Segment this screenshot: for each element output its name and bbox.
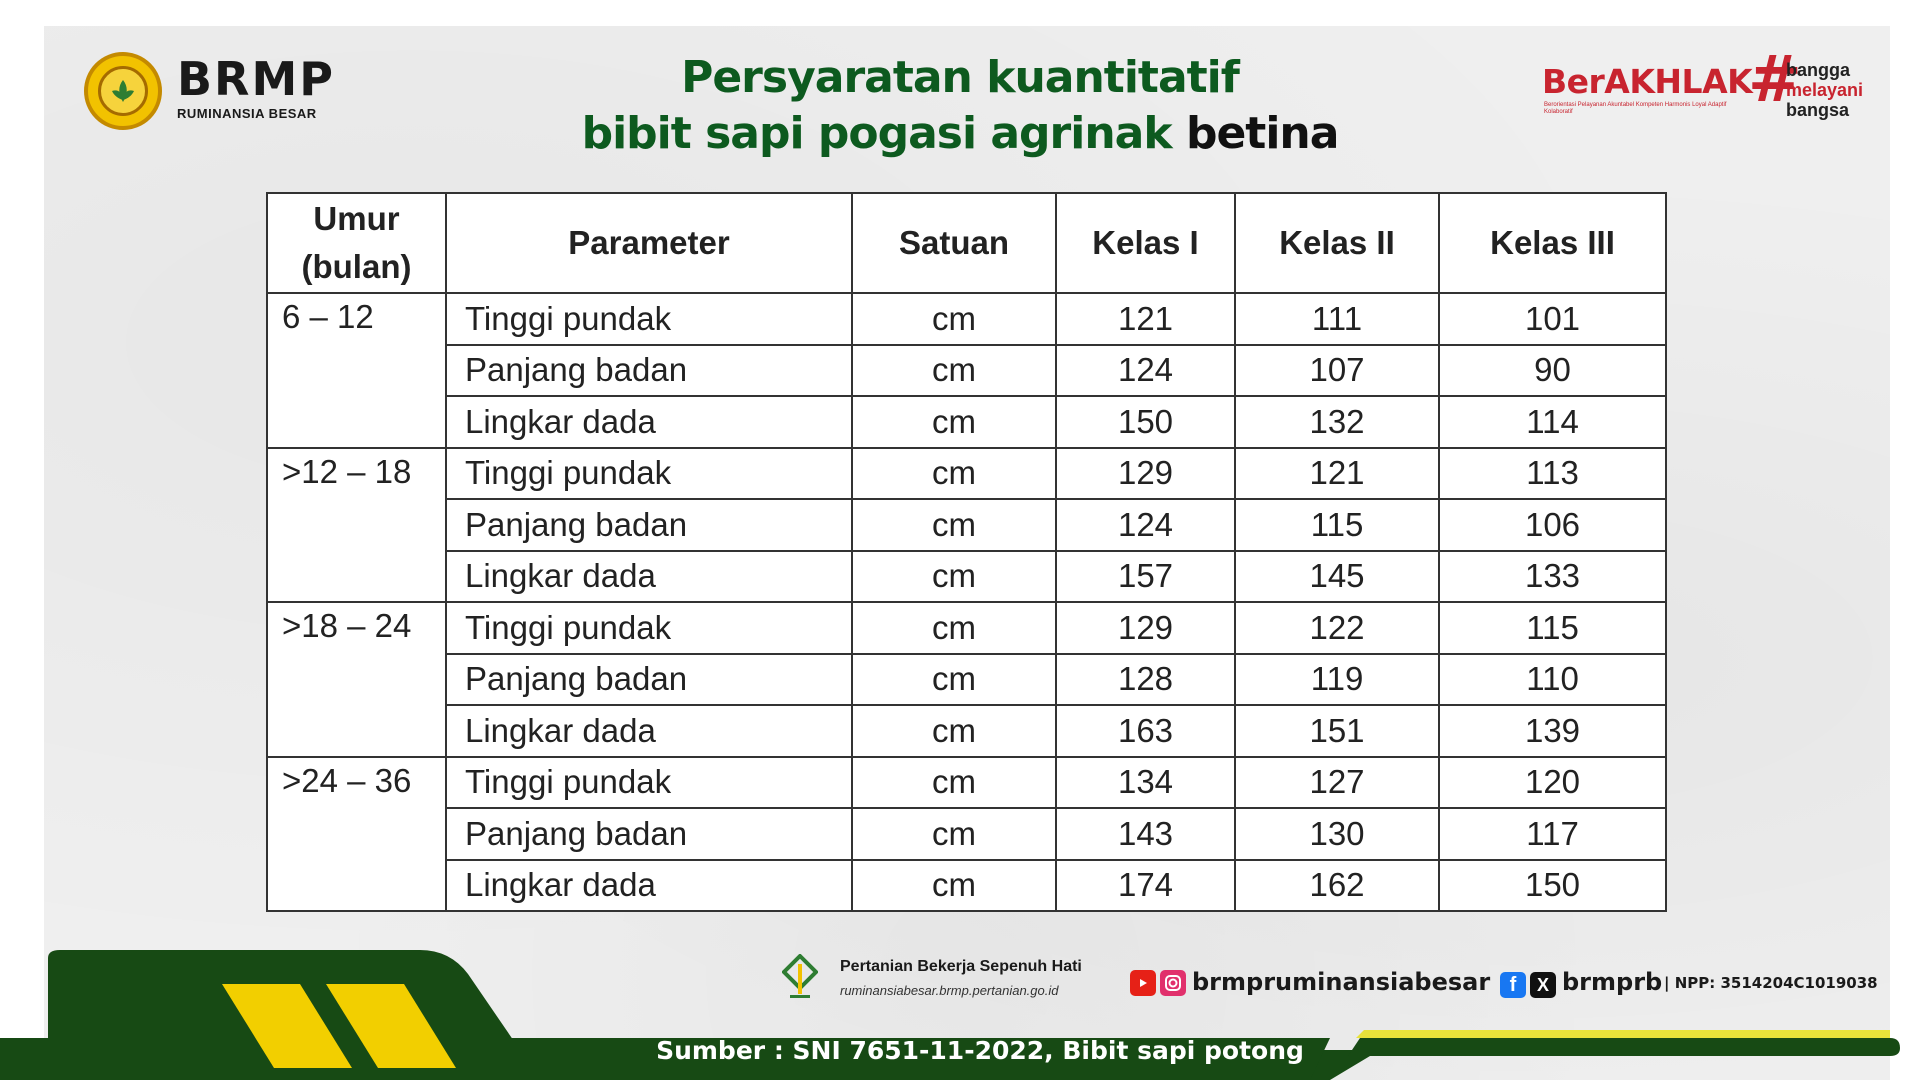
kelas-1-cell: 129	[1056, 602, 1235, 654]
table-row	[267, 396, 1666, 448]
unit-cell: cm	[852, 345, 1056, 397]
age-cell: >12 – 18	[267, 448, 446, 603]
header-umur: Umur (bulan)	[267, 193, 446, 293]
brand-subtitle: RUMINANSIA BESAR	[177, 106, 317, 121]
parameter-cell: Tinggi pundak	[446, 757, 852, 809]
unit-cell: cm	[852, 705, 1056, 757]
npp-number: | NPP: 3514204C1019038	[1664, 974, 1878, 992]
table-row	[267, 860, 1666, 912]
kelas-3-cell: 120	[1439, 757, 1666, 809]
header-satuan: Satuan	[852, 193, 1056, 293]
kelas-2-cell: 130	[1235, 808, 1439, 860]
title-line-2	[500, 106, 1420, 162]
kelas-2-cell: 122	[1235, 602, 1439, 654]
table-row	[267, 654, 1666, 706]
brand-name: BRMP	[177, 52, 335, 106]
social-handle-2[interactable]: brmprb	[1562, 968, 1663, 996]
kelas-2-cell: 107	[1235, 345, 1439, 397]
unit-cell: cm	[852, 602, 1056, 654]
kelas-3-cell: 90	[1439, 345, 1666, 397]
instagram-icon[interactable]	[1160, 970, 1186, 996]
title-line-1: Persyaratan kuantitatif	[681, 52, 1239, 103]
table-row	[267, 499, 1666, 551]
kelas-3-cell: 117	[1439, 808, 1666, 860]
kelas-1-cell: 124	[1056, 499, 1235, 551]
age-cell: >24 – 36	[267, 757, 446, 912]
unit-cell: cm	[852, 808, 1056, 860]
kelas-1-cell: 121	[1056, 293, 1235, 345]
parameter-cell: Panjang badan	[446, 499, 852, 551]
hashtag-icon: #	[1748, 43, 1802, 117]
header-kelas-2: Kelas II	[1235, 193, 1439, 293]
table-row	[267, 602, 1666, 654]
footer-slogan: Pertanian Bekerja Sepenuh Hati	[840, 958, 1082, 975]
berakhlak-logo: BerAKHLAK	[1542, 62, 1753, 101]
kelas-3-cell: 133	[1439, 551, 1666, 603]
parameter-cell: Tinggi pundak	[446, 602, 852, 654]
title-line-2-green: bibit sapi pogasi agrinak	[581, 108, 1172, 159]
header-kelas-3: Kelas III	[1439, 193, 1666, 293]
kelas-1-cell: 163	[1056, 705, 1235, 757]
kelas-1-cell: 134	[1056, 757, 1235, 809]
table-row	[267, 345, 1666, 397]
kelas-1-cell: 128	[1056, 654, 1235, 706]
unit-cell: cm	[852, 551, 1056, 603]
kelas-3-cell: 110	[1439, 654, 1666, 706]
x-icon[interactable]: X	[1530, 972, 1556, 998]
kelas-1-cell: 124	[1056, 345, 1235, 397]
unit-cell: cm	[852, 396, 1056, 448]
hashtag-words	[1786, 60, 1863, 120]
kelas-2-cell: 145	[1235, 551, 1439, 603]
facebook-icon[interactable]: f	[1500, 972, 1526, 998]
kelas-3-cell: 114	[1439, 396, 1666, 448]
table-row	[267, 551, 1666, 603]
social-handle-1[interactable]: brmpruminansiabesar	[1192, 968, 1491, 996]
unit-cell: cm	[852, 293, 1056, 345]
youtube-icon[interactable]	[1130, 970, 1156, 996]
kelas-2-cell: 132	[1235, 396, 1439, 448]
kelas-2-cell: 111	[1235, 293, 1439, 345]
kelas-2-cell: 127	[1235, 757, 1439, 809]
page-title	[500, 50, 1420, 162]
requirements-table	[266, 192, 1667, 912]
kelas-3-cell: 150	[1439, 860, 1666, 912]
berakhlak-tagline: Berorientasi Pelayanan Akuntabel Kompeten Harmonis Loyal Adaptif Kolaboratif	[1544, 102, 1727, 115]
title-line-2-dark: betina	[1185, 108, 1339, 159]
kementan-logo-icon	[782, 954, 818, 1000]
header-kelas-1: Kelas I	[1056, 193, 1235, 293]
npp-value: NPP: 3514204C1019038	[1674, 974, 1878, 992]
kelas-1-cell: 150	[1056, 396, 1235, 448]
parameter-cell: Lingkar dada	[446, 551, 852, 603]
parameter-cell: Panjang badan	[446, 808, 852, 860]
hashtag-word: melayani	[1786, 80, 1864, 100]
kelas-1-cell: 143	[1056, 808, 1235, 860]
kelas-3-cell: 101	[1439, 293, 1666, 345]
hashtag-word: bangsa	[1786, 100, 1850, 120]
kelas-2-cell: 162	[1235, 860, 1439, 912]
table-row	[267, 293, 1666, 345]
age-cell: 6 – 12	[267, 293, 446, 448]
parameter-cell: Lingkar dada	[446, 396, 852, 448]
brmp-logo-icon	[84, 52, 162, 130]
age-cell: >18 – 24	[267, 602, 446, 757]
unit-cell: cm	[852, 448, 1056, 500]
kelas-3-cell: 113	[1439, 448, 1666, 500]
kelas-3-cell: 139	[1439, 705, 1666, 757]
parameter-cell: Panjang badan	[446, 654, 852, 706]
kelas-3-cell: 106	[1439, 499, 1666, 551]
hashtag-word: bangga	[1786, 60, 1851, 80]
table-row	[267, 448, 1666, 500]
kelas-3-cell: 115	[1439, 602, 1666, 654]
parameter-cell: Tinggi pundak	[446, 448, 852, 500]
parameter-cell: Tinggi pundak	[446, 293, 852, 345]
kelas-2-cell: 151	[1235, 705, 1439, 757]
unit-cell: cm	[852, 654, 1056, 706]
table-row	[267, 757, 1666, 809]
kelas-2-cell: 121	[1235, 448, 1439, 500]
unit-cell: cm	[852, 757, 1056, 809]
parameter-cell: Lingkar dada	[446, 860, 852, 912]
table-header-row	[267, 193, 1666, 293]
table-row	[267, 705, 1666, 757]
parameter-cell: Lingkar dada	[446, 705, 852, 757]
kelas-1-cell: 157	[1056, 551, 1235, 603]
footer-website: ruminansiabesar.brmp.pertanian.go.id	[840, 983, 1059, 998]
table-row	[267, 808, 1666, 860]
source-citation: Sumber : SNI 7651-11-2022, Bibit sapi potong	[656, 1036, 1304, 1065]
header-parameter: Parameter	[446, 193, 852, 293]
table-body	[267, 293, 1666, 911]
kelas-2-cell: 115	[1235, 499, 1439, 551]
parameter-cell: Panjang badan	[446, 345, 852, 397]
unit-cell: cm	[852, 860, 1056, 912]
kelas-2-cell: 119	[1235, 654, 1439, 706]
kelas-1-cell: 129	[1056, 448, 1235, 500]
kelas-1-cell: 174	[1056, 860, 1235, 912]
unit-cell: cm	[852, 499, 1056, 551]
